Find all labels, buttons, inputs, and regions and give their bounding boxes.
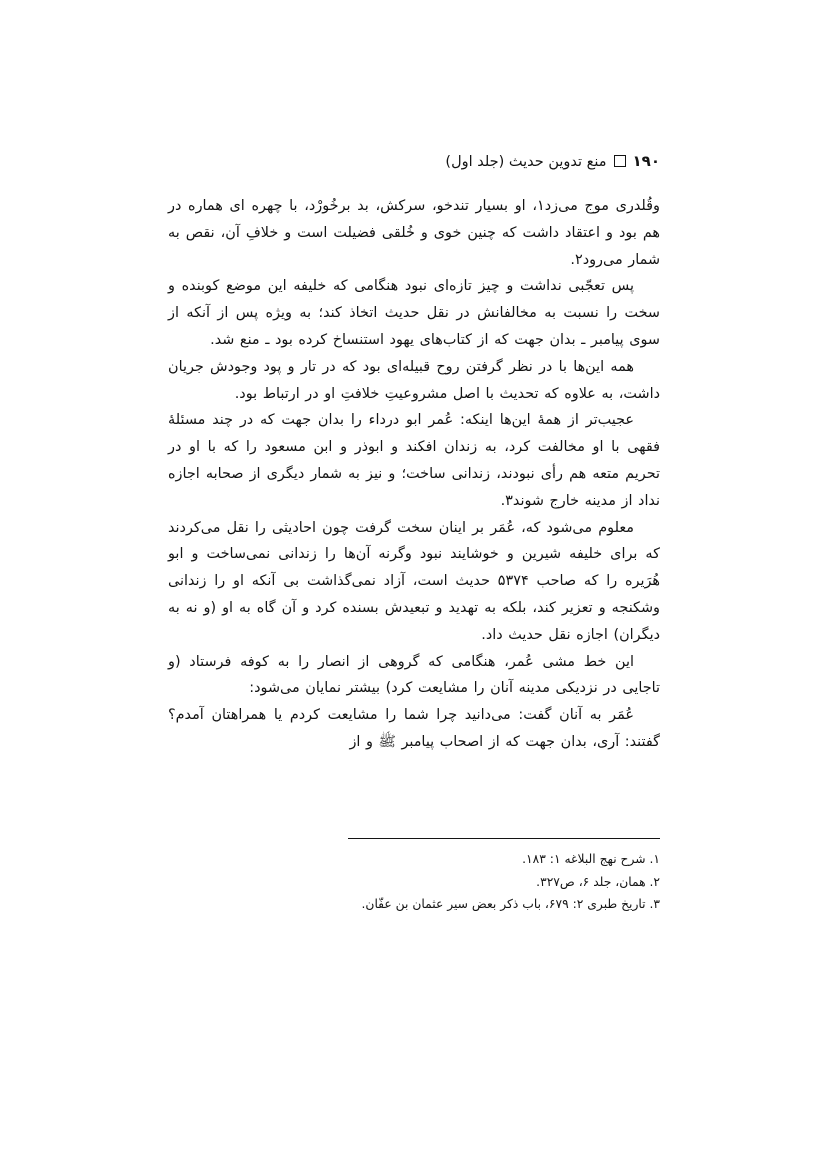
paragraph: وقُلدری موج می‌زد۱، او بسیار تندخو، سرکش، بد برخُورْد، با چهره ای هماره در هم بود و اعتقاد داشت که چنین خوی و خُلقی فضیلت است و خلافِ آن، نقص به شمار می‌رود۲. [168,198,660,268]
paragraph: معلوم می‌شود که، عُمَر بر اینان سخت گرفت چون احادیثی را نقل می‌کردند که برای خلیفه شیرین و خوشایند نبود وگرنه آن‌ها را زندانی نمی‌ساخت و ابو هُرَیره را که صاحب ۵۳۷۴ حدیث است، آزاد نمی‌گذاشت بی آنکه او را زندانی وشکنجه و تعزیر کند، بلکه به تهدید و تبعیدش بسنده کرد و آن گاه به او (و نه به دیگران) اجازه نقل حدیث داد. [168,519,660,643]
body-text [168,193,660,756]
footnotes-section [168,838,660,916]
paragraph: عجیب‌تر از همهٔ این‌ها اینکه: عُمر ابو درداء را بدان جهت که در چند مسئلهٔ فقهی با او مخالفت کرد، به زندان افکند و ابوذر و ابن مسعود را که با او در تحریم متعه هم رأی نبودند، زندانی ساخت؛ و نیز به شمار دیگری از صحابه اجازه نداد از مدینه خارج شوند۳. [168,412,660,509]
book-title: منع تدوين حديث (جلد اول) [445,154,607,170]
footnote: ۱. شرح نهج البلاغه ۱: ۱۸۳. [522,852,660,866]
section-marker-icon [614,155,626,167]
paragraph: این خط مشی عُمر، هنگامی که گروهی از انصار را به کوفه فرستاد (و تاجایی در نزدیکی مدینه آنان را مشایعت کرد) بیشتر نمایان می‌شود: [168,653,660,697]
footnote-separator [348,838,660,839]
footnote: ۲. همان، جلد ۶، ص۳۲۷. [536,874,660,889]
paragraph: همه این‌ها با در نظر گرفتن روح قبیله‌ای بود که در تار و پود وجودش جریان داشت، به علاوه که تحدیث با اصل مشروعیتِ خلافتِ او در ارتباط بود. [168,358,660,402]
page-number: ۱۹۰ [632,152,660,170]
footnote: ۳. تاریخ طبری ۲: ۶۷۹، باب ذکر بعض سیر عثمان بن عفّان. [361,897,660,911]
paragraph: پس تعجّبی نداشت و چیز تازه‌ای نبود هنگامی که خلیفه این موضع کوبنده و سخت را نسبت به مخالفانش در نقل حدیث اتخاذ کند؛ به ویژه پس از آنکه از سوی پیامبر ـ بدان جهت که از کتاب‌های یهود استنساخ کرده بود ـ منع شد. [168,278,660,348]
paragraph: عُمَر به آنان گفت: می‌دانید چرا شما را مشایعت کردم یا همراهتان آمدم؟ گفتند: آری، بدان جهت که از اصحاب پیامبر ﷺ و از [168,707,660,750]
page-header [170,150,660,173]
